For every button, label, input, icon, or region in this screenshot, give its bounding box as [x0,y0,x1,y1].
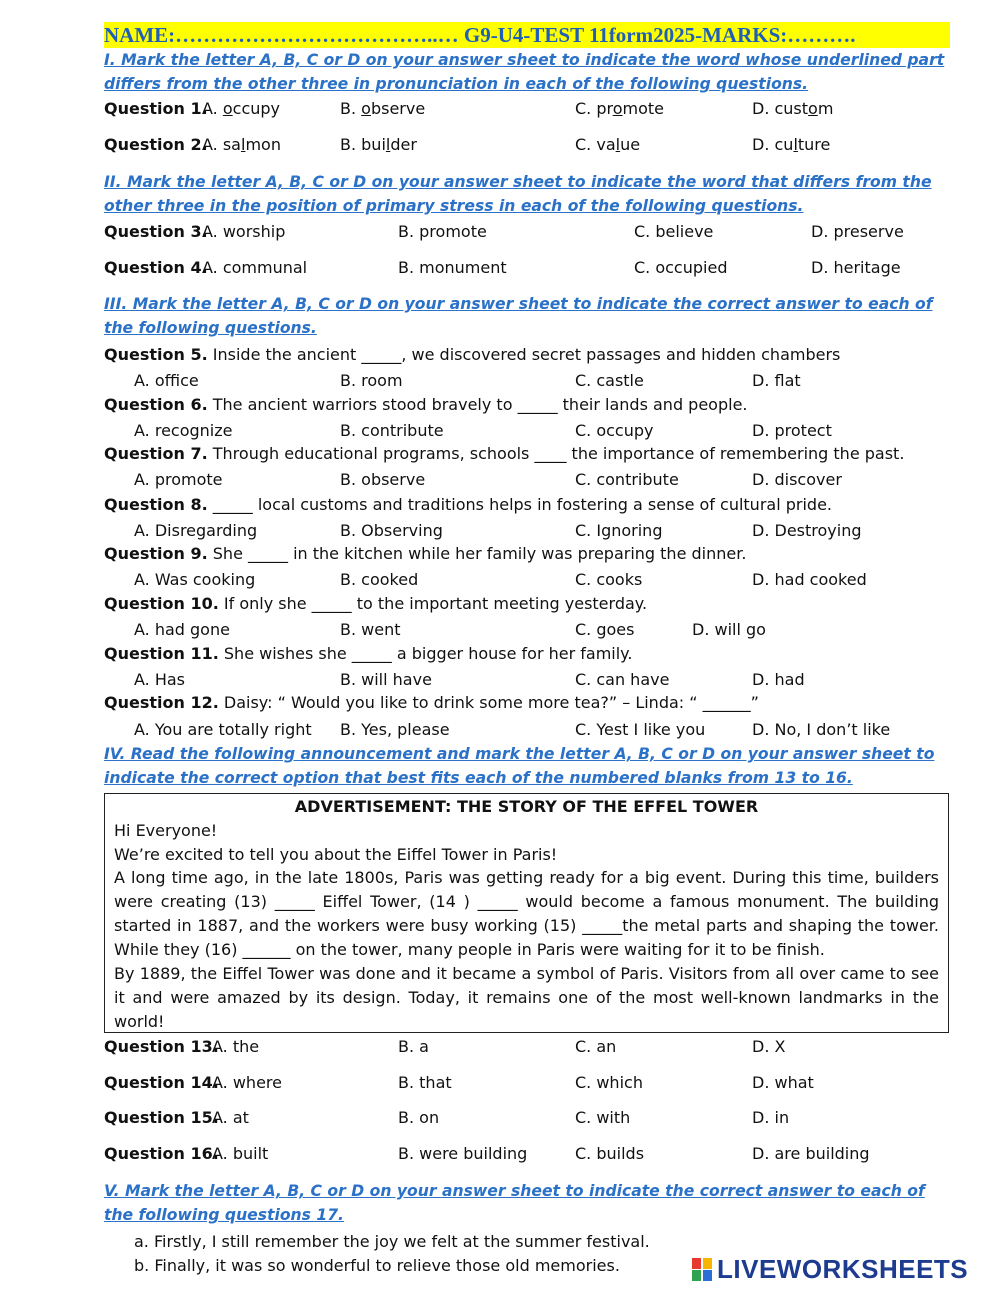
question-6-stem: Question 6. The ancient warriors stood bravely to _____ their lands and people. [104,395,748,414]
section-1-instruction: I. Mark the letter A, B, C or D on your answer sheet to indicate the word whose underlined part differs from the other three in pronunciation in each of the following questions. [104,51,945,93]
section-4-instruction: IV. Read the following announcement and mark the letter A, B, C or D on your answer sheet to indicate the correct option that best fits each of the numbered blanks from 13 to 16. [104,745,935,787]
option-b[interactable]: B. observe [340,99,426,118]
option-d[interactable]: D. in [752,1108,790,1127]
option-c[interactable]: C. value [575,135,641,154]
announcement-box [104,793,949,1033]
option-a[interactable]: A. worship [202,222,286,241]
option-b[interactable]: B. will have [340,670,432,689]
question-10-options [104,619,950,641]
section-3-instruction: III. Mark the letter A, B, C or D on your answer sheet to indicate the correct answer to each of the following questions. [104,295,933,337]
option-b[interactable]: B. that [398,1073,452,1092]
option-d[interactable]: D. custom [752,99,834,118]
question-9-stem: Question 9. She _____ in the kitchen while her family was preparing the dinner. [104,544,747,563]
question-5-stem: Question 5. Inside the ancient _____, we discovered secret passages and hidden chambers [104,345,841,364]
q17-item-b[interactable]: b. Finally, it was so wonderful to relieve those old memories. [134,1256,620,1275]
option-d[interactable]: D. what [752,1073,814,1092]
question-3 [104,221,950,243]
option-b[interactable]: B. were building [398,1144,528,1163]
option-c[interactable]: C. with [575,1108,631,1127]
option-c[interactable]: C. occupied [634,258,728,277]
option-d[interactable]: D. protect [752,421,832,440]
question-7-options [104,469,950,491]
option-b[interactable]: B. promote [398,222,487,241]
question-label: Question 16. [104,1144,219,1163]
option-d[interactable]: D. heritage [811,258,901,277]
option-a[interactable]: A. built [212,1144,269,1163]
question-6-options [104,420,950,442]
option-c[interactable]: C. castle [575,371,644,390]
logo-text: LIVEWORKSHEETS [717,1253,969,1284]
question-8-options [104,520,950,542]
question-11-options [104,669,950,691]
option-c[interactable]: C. which [575,1073,643,1092]
question-12-options [104,719,950,741]
option-d[interactable]: D. will go [692,620,766,639]
test-header: NAME:………………………………..… G9-U4-TEST 11form2025-MARKS:………. [104,23,856,47]
option-b[interactable]: B. cooked [340,570,419,589]
question-label: Question 3. [104,222,208,241]
liveworksheets-logo-icon [692,1256,714,1282]
question-1 [104,98,950,120]
q17-item-a[interactable]: a. Firstly, I still remember the joy we felt at the summer festival. [134,1232,650,1251]
question-label: Question 15. [104,1108,219,1127]
option-d[interactable]: D. are building [752,1144,870,1163]
announcement-intro: We’re excited to tell you about the Eiffel Tower in Paris! [114,845,558,864]
option-b[interactable]: B. on [398,1108,440,1127]
option-c[interactable]: C. builds [575,1144,645,1163]
option-d[interactable]: D. No, I don’t like [752,720,891,739]
option-b[interactable]: B. builder [340,135,417,154]
question-12-stem: Question 12. Daisy: “ Would you like to drink some more tea?” – Linda: “ ______” [104,693,759,712]
liveworksheets-logo[interactable] [692,1254,968,1284]
option-d[interactable]: D. culture [752,135,831,154]
option-d[interactable]: D. had cooked [752,570,867,589]
option-a[interactable]: A. occupy [202,99,280,118]
option-c[interactable]: C. can have [575,670,670,689]
option-a[interactable]: A. You are totally right [134,720,312,739]
announcement-paragraph-1: A long time ago, in the late 1800s, Paris was getting ready for a big event. During this time, builders were creating (13) _____ Eiffel Tower, (14 ) _____ would become a famous monument. The building started in 1887, and the workers were busy working (15) _____the metal parts and shaping the tower. While they (16) ______ on the tower, many people in Paris were waiting for it to be finish. [114,868,939,959]
option-a[interactable]: A. Was cooking [134,570,256,589]
question-label: Question 13. [104,1037,219,1056]
question-label: Question 4. [104,258,208,277]
option-b[interactable]: B. room [340,371,403,390]
option-d[interactable]: D. discover [752,470,842,489]
option-a[interactable]: A. salmon [202,135,281,154]
question-11-stem: Question 11. She wishes she _____ a bigger house for her family. [104,644,633,663]
option-c[interactable]: C. Ignoring [575,521,663,540]
question-label: Question 2. [104,135,208,154]
question-10-stem: Question 10. If only she _____ to the important meeting yesterday. [104,594,648,613]
question-4 [104,257,950,279]
option-b[interactable]: B. Observing [340,521,443,540]
option-a[interactable]: A. Disregarding [134,521,258,540]
option-b[interactable]: B. a [398,1037,429,1056]
option-d[interactable]: D. X [752,1037,786,1056]
question-label: Question 1. [104,99,208,118]
option-b[interactable]: B. contribute [340,421,444,440]
option-b[interactable]: B. observe [340,470,426,489]
option-b[interactable]: B. Yes, please [340,720,450,739]
question-2 [104,134,950,156]
option-a[interactable]: A. recognize [134,421,233,440]
option-a[interactable]: A. at [212,1108,249,1127]
option-a[interactable]: A. promote [134,470,223,489]
option-c[interactable]: C. believe [634,222,714,241]
option-a[interactable]: A. the [212,1037,260,1056]
option-a[interactable]: A. where [212,1073,282,1092]
question-15 [104,1107,950,1129]
option-d[interactable]: D. had [752,670,805,689]
option-c[interactable]: C. contribute [575,470,679,489]
option-a[interactable]: A. Has [134,670,186,689]
announcement-title: ADVERTISEMENT: THE STORY OF THE EFFEL TOWER [294,797,759,816]
option-d[interactable]: D. preserve [811,222,904,241]
option-d[interactable]: D. flat [752,371,801,390]
question-7-stem: Question 7. Through educational programs, schools ____ the importance of remembering the past. [104,444,905,463]
section-2-instruction: II. Mark the letter A, B, C or D on your answer sheet to indicate the word that differs from the other three in the position of primary stress in each of the following questions. [104,173,932,215]
announcement-paragraph-2: By 1889, the Eiffel Tower was done and it became a symbol of Paris. Visitors from all over came to see it and were amazed by its design. Today, it remains one of the most well-known landmarks in the world! [114,964,939,1031]
option-c[interactable]: C. goes [575,620,635,639]
question-14 [104,1072,950,1094]
option-a[interactable]: A. communal [202,258,308,277]
question-label: Question 14. [104,1073,219,1092]
option-a[interactable]: A. had gone [134,620,230,639]
option-c[interactable]: C. cooks [575,570,643,589]
option-d[interactable]: D. Destroying [752,521,862,540]
option-c[interactable]: C. Yest I like you [575,720,706,739]
option-a[interactable]: A. office [134,371,199,390]
question-13 [104,1036,950,1058]
question-8-stem: Question 8. _____ local customs and traditions helps in fostering a sense of cultural pride. [104,495,832,514]
question-16 [104,1143,950,1165]
announcement-greeting: Hi Everyone! [114,821,218,840]
option-b[interactable]: B. went [340,620,401,639]
option-c[interactable]: C. an [575,1037,617,1056]
option-c[interactable]: C. occupy [575,421,654,440]
option-b[interactable]: B. monument [398,258,507,277]
section-5-instruction: V. Mark the letter A, B, C or D on your answer sheet to indicate the correct answer to each of the following questions 17. [104,1182,925,1224]
question-5-options [104,370,950,392]
question-9-options [104,569,950,591]
option-c[interactable]: C. promote [575,99,665,118]
